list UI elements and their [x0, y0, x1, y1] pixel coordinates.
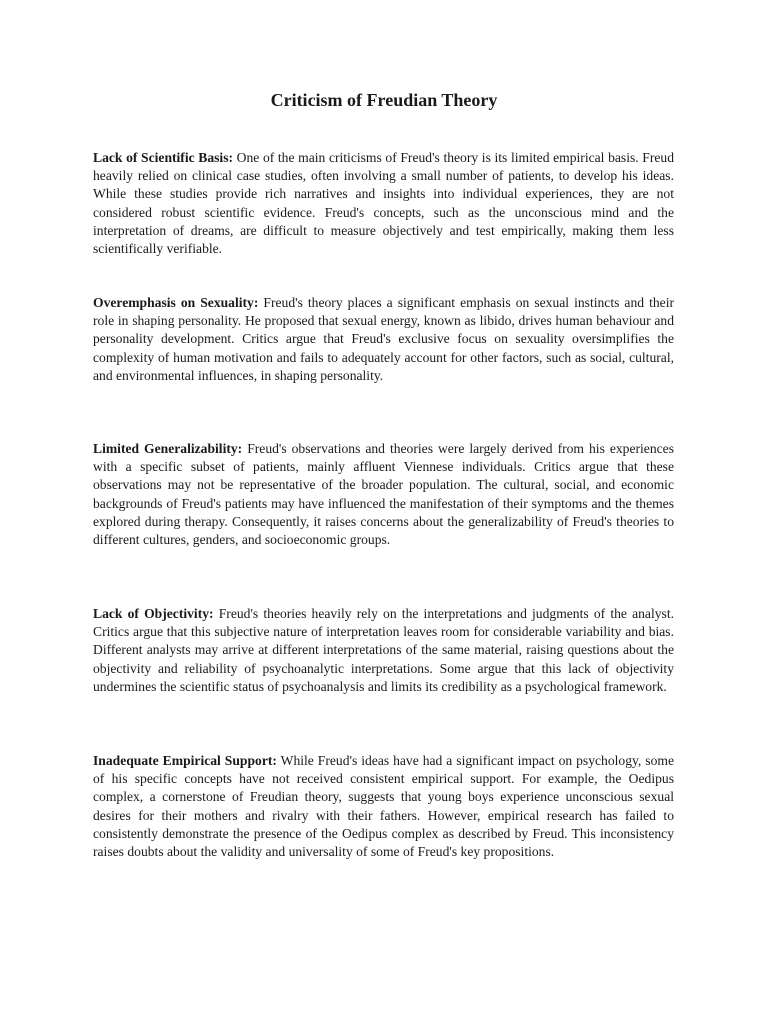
section-body: Freud's theory places a significant emphasis on sexual instincts and their role in shaping personality. He proposed that sexual energy, known as libido, drives human behaviour and personality development. Critics argue that Freud's exclusive focus on sexuality oversimplifies the complexity of human motivation and fails to adequately account for other factors, such as social, cultural, and environmental influences, in shaping personality. — [93, 295, 674, 383]
section-limited-generalizability — [93, 440, 674, 549]
section-body: One of the main criticisms of Freud's theory is its limited empirical basis. Freud heavily relied on clinical case studies, often involving a small number of patients, to develop his ideas. While these studies provide rich narratives and insights into individual experiences, they are not considered robust scientific evidence. Freud's concepts, such as the unconscious mind and the interpretation of dreams, are difficult to measure objectively and test empirically, making them less scientifically verifiable. — [93, 150, 674, 257]
page-title: Criticism of Freudian Theory — [270, 90, 498, 110]
section-inadequate-empirical-support — [93, 752, 674, 861]
section-overemphasis-on-sexuality — [93, 294, 674, 385]
section-body: Freud's observations and theories were largely derived from his experiences with a specific subset of patients, mainly affluent Viennese individuals. Critics argue that these observations may not be representative of the broader population. The cultural, social, and economic backgrounds of Freud's patients may have influenced the manifestation of their symptoms and the themes explored during therapy. Consequently, it raises concerns about the generalizability of Freud's theories to different cultures, genders, and socioeconomic groups. — [93, 441, 674, 548]
section-lack-of-scientific-basis — [93, 149, 674, 258]
section-lack-of-objectivity — [93, 605, 674, 696]
section-heading: Lack of Scientific Basis: — [93, 150, 234, 165]
section-body: While Freud's ideas have had a significant impact on psychology, some of his specific concepts have not received consistent empirical support. For example, the Oedipus complex, a cornerstone of Freudian theory, suggests that young boys experience unconscious sexual desires for their mothers and rivalry with their fathers. However, empirical research has failed to consistently demonstrate the presence of the Oedipus complex as described by Freud. This inconsistency raises doubts about the validity and universality of some of Freud's key propositions. — [93, 753, 674, 860]
section-heading: Lack of Objectivity: — [93, 606, 214, 621]
section-heading: Overemphasis on Sexuality: — [93, 295, 259, 310]
section-body: Freud's theories heavily rely on the interpretations and judgments of the analyst. Critics argue that this subjective nature of interpretation leaves room for considerable variability and bias. Different analysts may arrive at different interpretations of the same material, raising questions about the objectivity and reliability of psychoanalytic interpretations. Some argue that this lack of objectivity undermines the scientific status of psychoanalysis and limits its credibility as a psychological framework. — [93, 606, 674, 694]
section-heading: Limited Generalizability: — [93, 441, 243, 456]
section-heading: Inadequate Empirical Support: — [93, 753, 277, 768]
